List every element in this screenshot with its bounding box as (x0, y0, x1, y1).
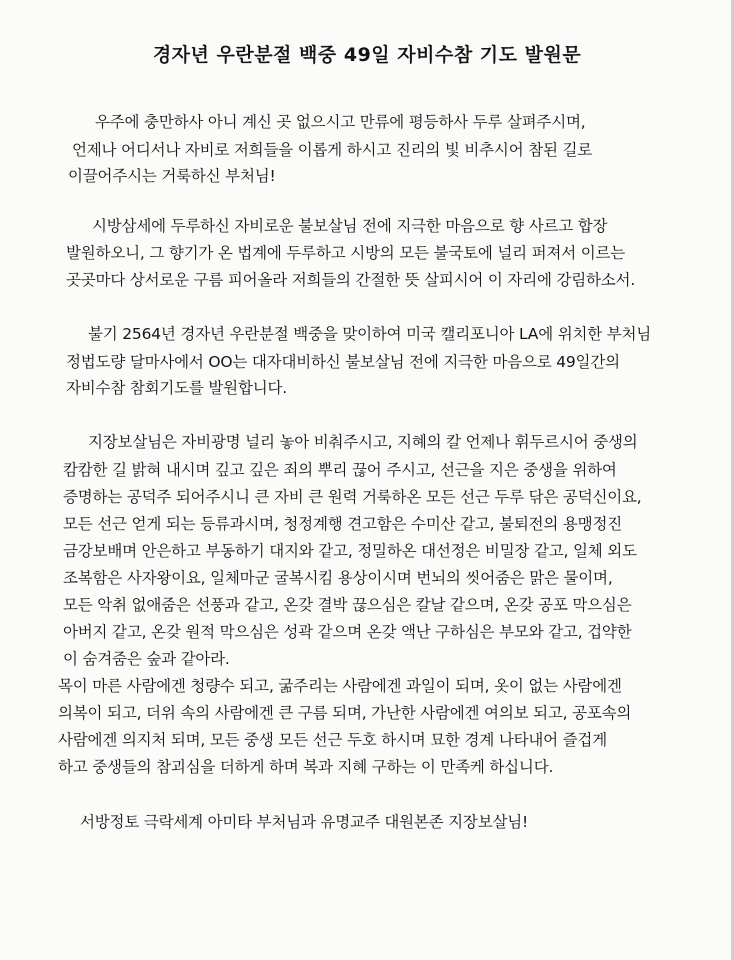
paragraph-2-line-3: 곳곳마다 상서로운 구름 피어올라 저희들의 간절한 뜻 살피시어 이 자리에 강림하소서. (66, 271, 636, 289)
paragraph-4-line-9: 이 숨겨줌은 숲과 같아라. (63, 650, 230, 668)
paragraph-4-line-11: 의복이 되고, 더위 속의 사람에겐 큰 구름 되며, 가난한 사람에겐 여의보 되고, 공포속의 (58, 704, 632, 722)
paragraph-3-line-2: 정법도량 달마사에서 OO는 대자대비하신 불보살님 전에 지극한 마음으로 49일간의 (66, 353, 620, 371)
paragraph-2-line-2: 발원하오니, 그 향기가 온 법계에 두루하고 시방의 모든 불국토에 널리 퍼져서 이르는 (66, 244, 626, 262)
paragraph-4-line-3: 증명하는 공덕주 되어주시니 큰 자비 큰 원력 거룩하온 모든 선근 두루 닦은 공덕신이요, (63, 488, 642, 506)
paragraph-4-line-4: 모든 선근 얻게 되는 등류과시며, 청정계행 견고함은 수미산 같고, 불퇴전의 용맹정진 (63, 515, 623, 533)
paragraph-1-line-1: 우주에 충만하사 아니 계신 곳 없으시고 만류에 평등하사 두루 살펴주시며, (95, 113, 586, 131)
paragraph-4-line-8: 아버지 같고, 온갖 원적 막으심은 성곽 같으며 온갖 액난 구하심은 부모와 같고, 겁약한 (63, 623, 632, 641)
paragraph-1-line-3: 이끌어주시는 거룩하신 부처님! (68, 167, 276, 185)
paragraph-5-line-1: 서방정토 극락세계 아미타 부처님과 유명교주 대원본존 지장보살님! (80, 813, 529, 831)
paragraph-3-line-3: 자비수참 참회기도를 발원합니다. (66, 379, 288, 397)
paragraph-4-line-1: 지장보살님은 자비광명 널리 놓아 비춰주시고, 지혜의 칼 언제나 휘두르시어 중생의 (88, 433, 638, 451)
paragraph-4-line-10: 목이 마른 사람에겐 청량수 되고, 굶주리는 사람에겐 과일이 되며, 옷이 없는 사람에겐 (58, 677, 622, 695)
paragraph-4-line-7: 모든 악취 없애줌은 선풍과 같고, 온갖 결박 끊으심은 칼날 같으며, 온갖 공포 막으심은 (63, 596, 632, 614)
paragraph-3-line-1: 불기 2564년 경자년 우란분절 백중을 맞이하여 미국 캘리포니아 LA에 위치한 부처님 (88, 325, 652, 343)
paragraph-4-line-6: 조복함은 사자왕이요, 일체마군 굴복시킴 용상이시며 번뇌의 씻어줌은 맑은 물이며, (63, 569, 613, 587)
paragraph-4-line-5: 금강보배며 안은하고 부동하기 대지와 같고, 정밀하온 대선정은 비밀장 같고, 일체 외도 (63, 542, 637, 560)
paragraph-2-line-1: 시방삼세에 두루하신 자비로운 불보살님 전에 지극한 마음으로 향 사르고 합장 (92, 217, 608, 235)
paragraph-1-line-2: 언제나 어디서나 자비로 저희들을 이롭게 하시고 진리의 빛 비추시어 참된 길로 (72, 141, 593, 159)
paragraph-4-line-2: 캄캄한 길 밝혀 내시며 깊고 깊은 죄의 뿌리 끊어 주시고, 선근을 지은 중생을 위하여 (63, 461, 617, 479)
document-title: 경자년 우란분절 백중 49일 자비수참 기도 발원문 (152, 44, 582, 66)
paragraph-4-line-13: 하고 중생들의 참괴심을 더하게 하며 복과 지혜 구하는 이 만족케 하십니다. (58, 758, 554, 776)
paragraph-4-line-12: 사람에겐 의지처 되며, 모든 중생 모든 선근 두호 하시며 묘한 경계 나타내어 즐겁게 (58, 731, 607, 749)
